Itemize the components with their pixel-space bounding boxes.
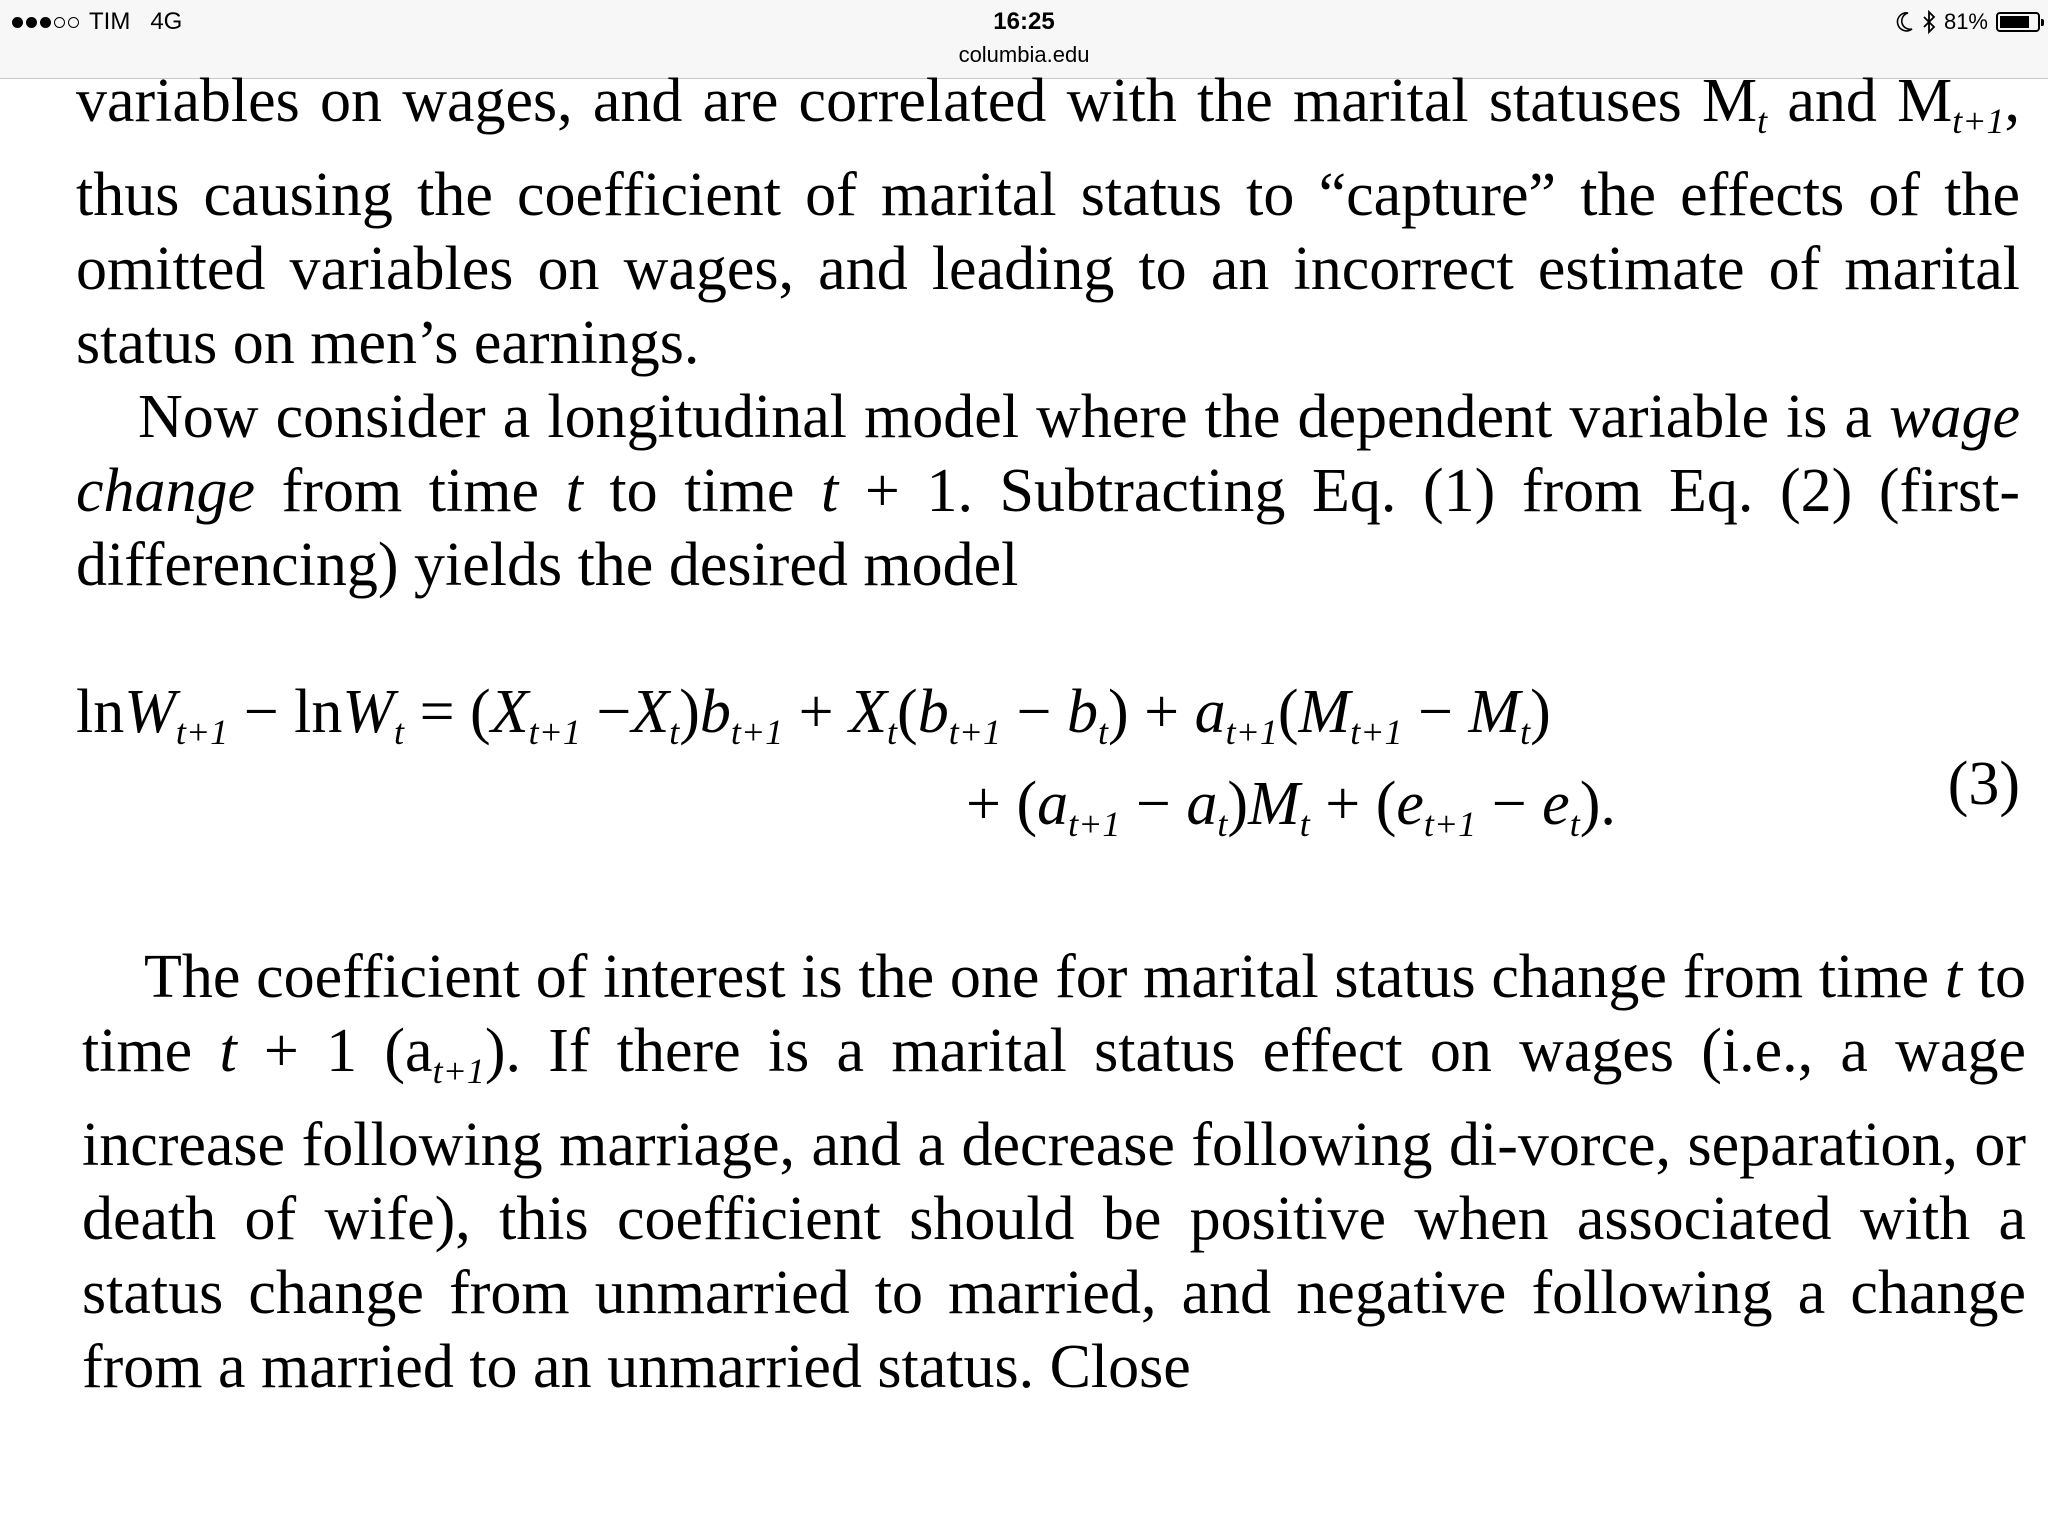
- bluetooth-icon: [1922, 10, 1936, 34]
- equation-3: [76, 676, 2020, 860]
- clock-time: 16:25: [993, 8, 1055, 35]
- battery-icon: [1996, 12, 2040, 32]
- document-page-continued: [82, 940, 2026, 1404]
- paragraph-1: variables on wages, and are correlated with the marital statuses $M_t$ and $M_{t+1}$, thus causing the coefficient of marital status to “capture” the effects of the omitted variables on wages, and leading to an incorrect estimate of marital status on men’s earnings.: [76, 67, 2020, 377]
- paragraph-3: The coefficient of interest is the one for marital status change from time t to time t + 1 $(a_{t+1})$. If there is a marital status effect on wages (i.e., a wage increase following marriage, and a decrease following di-vorce, separation, or death of wife), this coefficient should be positive when associated with a status change from unmarried to married, and negative following a change from a married to an unmarried status. Close: [82, 943, 2026, 1401]
- moon-icon: [1896, 11, 1914, 33]
- network-type: 4G: [150, 8, 183, 35]
- paragraph-2: Now consider a longitudinal model where the dependent variable is a wage change from time t to time t + 1. Subtracting Eq. (1) from Eq. (2) (first-differencing) yields the desired model: [76, 383, 2021, 599]
- status-right: [1896, 6, 2040, 38]
- document-page: [76, 64, 2020, 602]
- equation-number: (3): [1947, 750, 2020, 818]
- battery-percent: 81%: [1943, 9, 1988, 34]
- equation-line-1: $\ln W_{t+1} - \ln W_t = (X_{t+1} -X_t)b_{t+1} + X_t(b_{t+1} - b_t) + a_{t+1}(M_{t+1} - M_t)$: [76, 678, 1551, 752]
- address-bar-url[interactable]: columbia.edu: [958, 42, 1090, 67]
- carrier-name: TIM: [89, 8, 131, 35]
- equation-line-2: + $(a_{t+1} - a_t)M_t + (e_{t+1} - e_t)$.: [966, 770, 1616, 844]
